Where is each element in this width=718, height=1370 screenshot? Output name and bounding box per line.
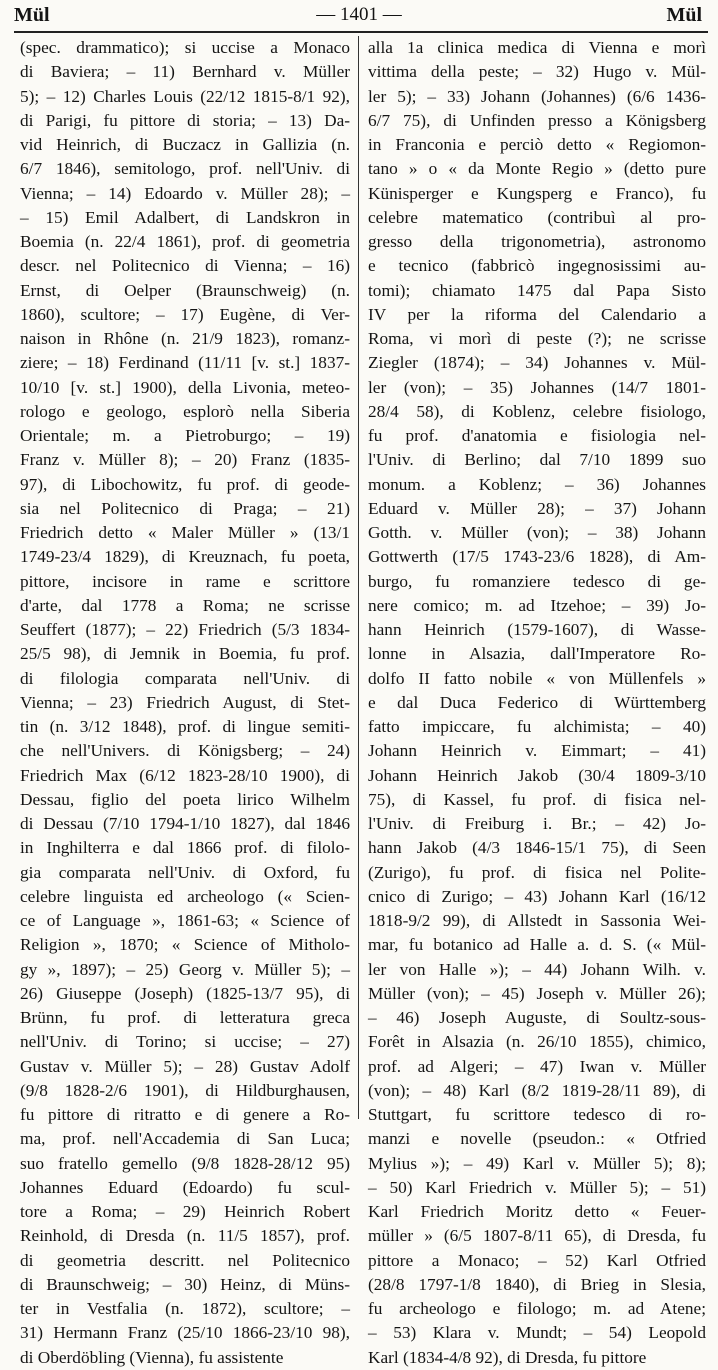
- text-line: in Franconia e perciò detto « Regiomon-: [368, 135, 706, 154]
- text-line: Johann Heinrich v. Eimmart; – 41): [368, 741, 706, 761]
- text-line: descr. nel Politecnico di Vienna; – 16): [20, 256, 350, 276]
- text-line: Stuttgart, fu scrittore tedesco di ro-: [368, 1105, 706, 1124]
- text-line: di Braunschweig; – 30) Heinz, di Müns-: [20, 1274, 350, 1294]
- text-line: Mylius »); – 49) Karl v. Müller 5); 8);: [368, 1153, 706, 1173]
- text-line: ler 5); – 33) Johann (Johannes) (6/6 1436-: [368, 86, 706, 106]
- text-line: di Dessau (7/10 1794-1/10 1827), dal 1846: [20, 814, 350, 833]
- text-line: naison in Rhône (n. 21/9 1823), romanz-: [20, 329, 350, 348]
- text-line: d'arte, dal 1778 a Roma; ne scrisse: [20, 595, 350, 615]
- text-line: 25/5 98), di Jemnik in Boemia, fu prof.: [20, 644, 350, 664]
- text-line: fatto impiccare, fu alchimista; – 40): [368, 717, 706, 736]
- text-line: IV per la riforma del Calendario a: [368, 304, 706, 324]
- text-line: burgo, fu romanziere tedesco di ge-: [368, 571, 706, 591]
- text-line: Orientale; m. a Pietroburgo; – 19): [20, 426, 350, 445]
- text-line: 1818-9/2 99), di Allstedt in Sassonia Wei-: [368, 911, 706, 930]
- text-line: di filologia comparata nell'Univ. di: [20, 668, 350, 688]
- text-line: – 50) Karl Friedrich v. Müller 5); – 51): [368, 1177, 706, 1197]
- text-line: 10/10 [v. st.] 1900), della Livonia, meteo-: [20, 377, 350, 397]
- text-line: pittore a Monaco; – 52) Karl Otfried: [368, 1250, 706, 1270]
- text-line: (spec. drammatico); si uccise a Monaco: [20, 38, 350, 57]
- text-line: nell'Univ. di Torino; si uccise; – 27): [20, 1032, 350, 1052]
- text-line: l'Univ. di Freiburg i. Br.; – 42) Jo-: [368, 814, 706, 833]
- text-line: tano » o « da Monte Regio » (detto pure: [368, 159, 706, 179]
- header-rule: [14, 31, 708, 33]
- text-line: che nell'Univers. di Königsberg; – 24): [20, 741, 350, 761]
- text-line: (9/8 1828-2/6 1901), di Hildburghausen,: [20, 1080, 350, 1100]
- text-line: Gotth. v. Müller (von); – 38) Johann: [368, 523, 706, 542]
- text-line: ziere; – 18) Ferdinand (11/11 [v. st.] 1837-: [20, 353, 350, 373]
- text-line: ma, prof. nell'Accademia di San Luca;: [20, 1129, 350, 1149]
- text-line: Ziegler (1874); – 34) Johannes v. Mül-: [368, 353, 706, 373]
- text-line: fu archeologo e filologo; m. ad Atene;: [368, 1299, 706, 1318]
- text-line: di geometria descritt. nel Politecnico: [20, 1250, 350, 1270]
- text-line: Seuffert (1877); – 22) Friedrich (5/3 1834-: [20, 620, 350, 639]
- text-line: celebre linguista ed archeologo (« Scien-: [20, 886, 350, 906]
- text-line: 75), di Kassel, fu prof. di fisica nel-: [368, 789, 706, 809]
- text-line: Karl (1834-4/8 92), di Dresda, fu pittore: [368, 1347, 647, 1367]
- text-line: tin (n. 3/12 1848), prof. di lingue semiti-: [20, 717, 350, 736]
- text-line: Brünn, fu prof. di letteratura greca: [20, 1008, 350, 1027]
- text-line: ler von Halle »); – 44) Johann Wilh. v.: [368, 959, 706, 979]
- text-line: ler (von); – 35) Johannes (14/7 1801-: [368, 377, 706, 397]
- text-line: di Parigi, fu pittore di storia; – 13) Da-: [20, 110, 350, 130]
- text-line: tore a Roma; – 29) Heinrich Robert: [20, 1202, 350, 1221]
- text-line: ter in Vestfalia (n. 1872), scultore; –: [20, 1299, 350, 1318]
- text-line: pittore, incisore in rame e scrittore: [20, 571, 350, 591]
- text-line: l'Univ. di Berlino; dal 7/10 1899 suo: [368, 450, 706, 470]
- text-line: celebre matematico (contribuì al pro-: [368, 207, 706, 227]
- text-line: 28/4 58), di Koblenz, celebre fisiologo,: [368, 401, 706, 421]
- text-line: vid Heinrich, di Buczacz in Gallizia (n.: [20, 135, 350, 154]
- text-line: ce of Language », 1861-63; « Science of: [20, 911, 350, 930]
- text-line: in Inghilterra e dal 1866 prof. di filolo-: [20, 838, 350, 858]
- text-line: Johann Heinrich Jakob (30/4 1809-3/10: [368, 765, 706, 785]
- text-line: monum. a Koblenz; – 36) Johannes: [368, 474, 706, 494]
- text-line: (28/8 1797-1/8 1840), di Brieg in Slesia,: [368, 1274, 706, 1294]
- text-line: 31) Hermann Franz (25/10 1866-23/10 98),: [20, 1323, 350, 1343]
- text-line: Gustav v. Müller 5); – 28) Gustav Adolf: [20, 1056, 350, 1076]
- text-line: 6/7 1846), semitologo, prof. nell'Univ. di: [20, 159, 350, 179]
- text-line: (von); – 48) Karl (8/2 1819-28/11 89), di: [368, 1080, 706, 1100]
- text-line: Forêt in Alsazia (n. 26/10 1855), chimico,: [368, 1032, 706, 1052]
- text-line: lonne in Alsazia, dall'Imperatore Ro-: [368, 644, 706, 664]
- text-line: Friedrich detto « Maler Müller » (13/1: [20, 523, 350, 542]
- text-line: fu prof. d'anatomia e fisiologia nel-: [368, 426, 706, 445]
- text-line: Franz v. Müller 8); – 20) Franz (1835-: [20, 450, 350, 470]
- text-line: Religion », 1870; « Science of Mitholo-: [20, 935, 350, 955]
- page-number: — 1401 —: [316, 4, 402, 25]
- text-line: Gottwerth (17/5 1743-23/6 1828), di Am-: [368, 547, 706, 567]
- text-line: fu pittore di ritratto e di genere a Ro-: [20, 1105, 350, 1124]
- text-line: – 53) Klara v. Mundt; – 54) Leopold: [368, 1323, 706, 1343]
- text-line: Reinhold, di Dresda (n. 11/5 1857), prof.: [20, 1226, 350, 1246]
- text-line: Friedrich Max (6/12 1823-28/10 1900), di: [20, 765, 350, 785]
- text-line: Eduard v. Müller 28); – 37) Johann: [368, 498, 706, 518]
- text-line: gresso della trigonometria), astronomo: [368, 232, 706, 251]
- text-line: – 15) Emil Adalbert, di Landskron in: [20, 207, 350, 227]
- text-line: e dal Duca Federico di Württemberg: [368, 692, 706, 712]
- text-line: 97), di Libochowitz, fu prof. di geode-: [20, 474, 350, 494]
- text-line: Künisperger e Kungsperg e Franco), fu: [368, 183, 706, 203]
- text-line: alla 1a clinica medica di Vienna e morì: [368, 38, 706, 57]
- text-line: suo fratello gemello (9/8 1828-28/12 95): [20, 1153, 350, 1173]
- text-line: 1749-23/4 1829), di Kreuznach, fu poeta,: [20, 547, 350, 567]
- text-line: (Zurigo), fu prof. di fisica nel Polite-: [368, 862, 706, 882]
- text-line: nere comico; m. ad Itzehoe; – 39) Jo-: [368, 595, 706, 615]
- text-line: 1860), scultore; – 17) Eugène, di Ver-: [20, 304, 350, 324]
- text-line: e tecnico (fabbricò ingegnosissimi au-: [368, 256, 706, 276]
- text-line: hann Heinrich (1579-1607), di Wasse-: [368, 620, 706, 639]
- text-line: gia comparata nell'Univ. di Oxford, fu: [20, 862, 350, 882]
- text-line: gy », 1897); – 25) Georg v. Müller 5); –: [20, 959, 350, 979]
- text-line: müller » (6/5 1807-8/11 65), di Dresda, fu: [368, 1226, 706, 1246]
- text-line: 5); – 12) Charles Louis (22/12 1815-8/1 92),: [20, 86, 350, 106]
- left-column: [20, 36, 350, 1370]
- text-line: rologo e geologo, esplorò nella Siberia: [20, 401, 350, 421]
- text-line: Karl Friedrich Moritz detto « Feuer-: [368, 1202, 706, 1221]
- text-line: 6/7 75), di Unfinden presso a Königsberg: [368, 110, 706, 130]
- text-line: di Oberdöbling (Vienna), fu assistente: [20, 1347, 284, 1367]
- text-line: hann Jakob (4/3 1846-15/1 75), di Seen: [368, 838, 706, 858]
- column-divider: [358, 36, 359, 1119]
- text-line: 26) Giuseppe (Joseph) (1825-13/7 95), di: [20, 983, 350, 1003]
- text-line: dolfo II fatto nobile « von Müllenfels »: [368, 668, 706, 688]
- right-column: [368, 36, 706, 1370]
- text-line: Ernst, di Oelper (Braunschweig) (n.: [20, 280, 350, 300]
- text-line: Dessau, figlio del poeta lirico Wilhelm: [20, 789, 350, 809]
- text-line: Müller (von); – 45) Joseph v. Müller 26);: [368, 983, 706, 1003]
- header-left-guideword: Mül: [14, 4, 50, 26]
- text-line: Vienna; – 23) Friedrich August, di Stet-: [20, 692, 350, 712]
- page-header: [14, 4, 704, 26]
- text-line: prof. ad Algeri; – 47) Iwan v. Müller: [368, 1056, 706, 1076]
- text-line: Boemia (n. 22/4 1861), prof. di geometria: [20, 232, 350, 251]
- text-line: mar, fu botanico ad Halle a. d. S. (« Mül-: [368, 935, 706, 955]
- header-right-guideword: Mül: [666, 4, 702, 26]
- text-line: Vienna; – 14) Edoardo v. Müller 28); –: [20, 183, 350, 203]
- text-line: Johannes Eduard (Edoardo) fu scul-: [20, 1177, 350, 1197]
- text-line: sia nel Politecnico di Praga; – 21): [20, 498, 350, 518]
- text-line: cnico di Zurigo; – 43) Johann Karl (16/12: [368, 886, 706, 906]
- text-line: di Baviera; – 11) Bernhard v. Müller: [20, 62, 350, 82]
- text-line: tomi); chiamato 1475 dal Papa Sisto: [368, 280, 706, 300]
- text-line: manzi e novelle (pseudon.: « Otfried: [368, 1129, 706, 1149]
- text-line: – 46) Joseph Auguste, di Soultz-sous-: [368, 1008, 706, 1027]
- text-line: vittima della peste; – 32) Hugo v. Mül-: [368, 62, 706, 82]
- text-line: Roma, vi morì di peste (?); ne scrisse: [368, 329, 706, 348]
